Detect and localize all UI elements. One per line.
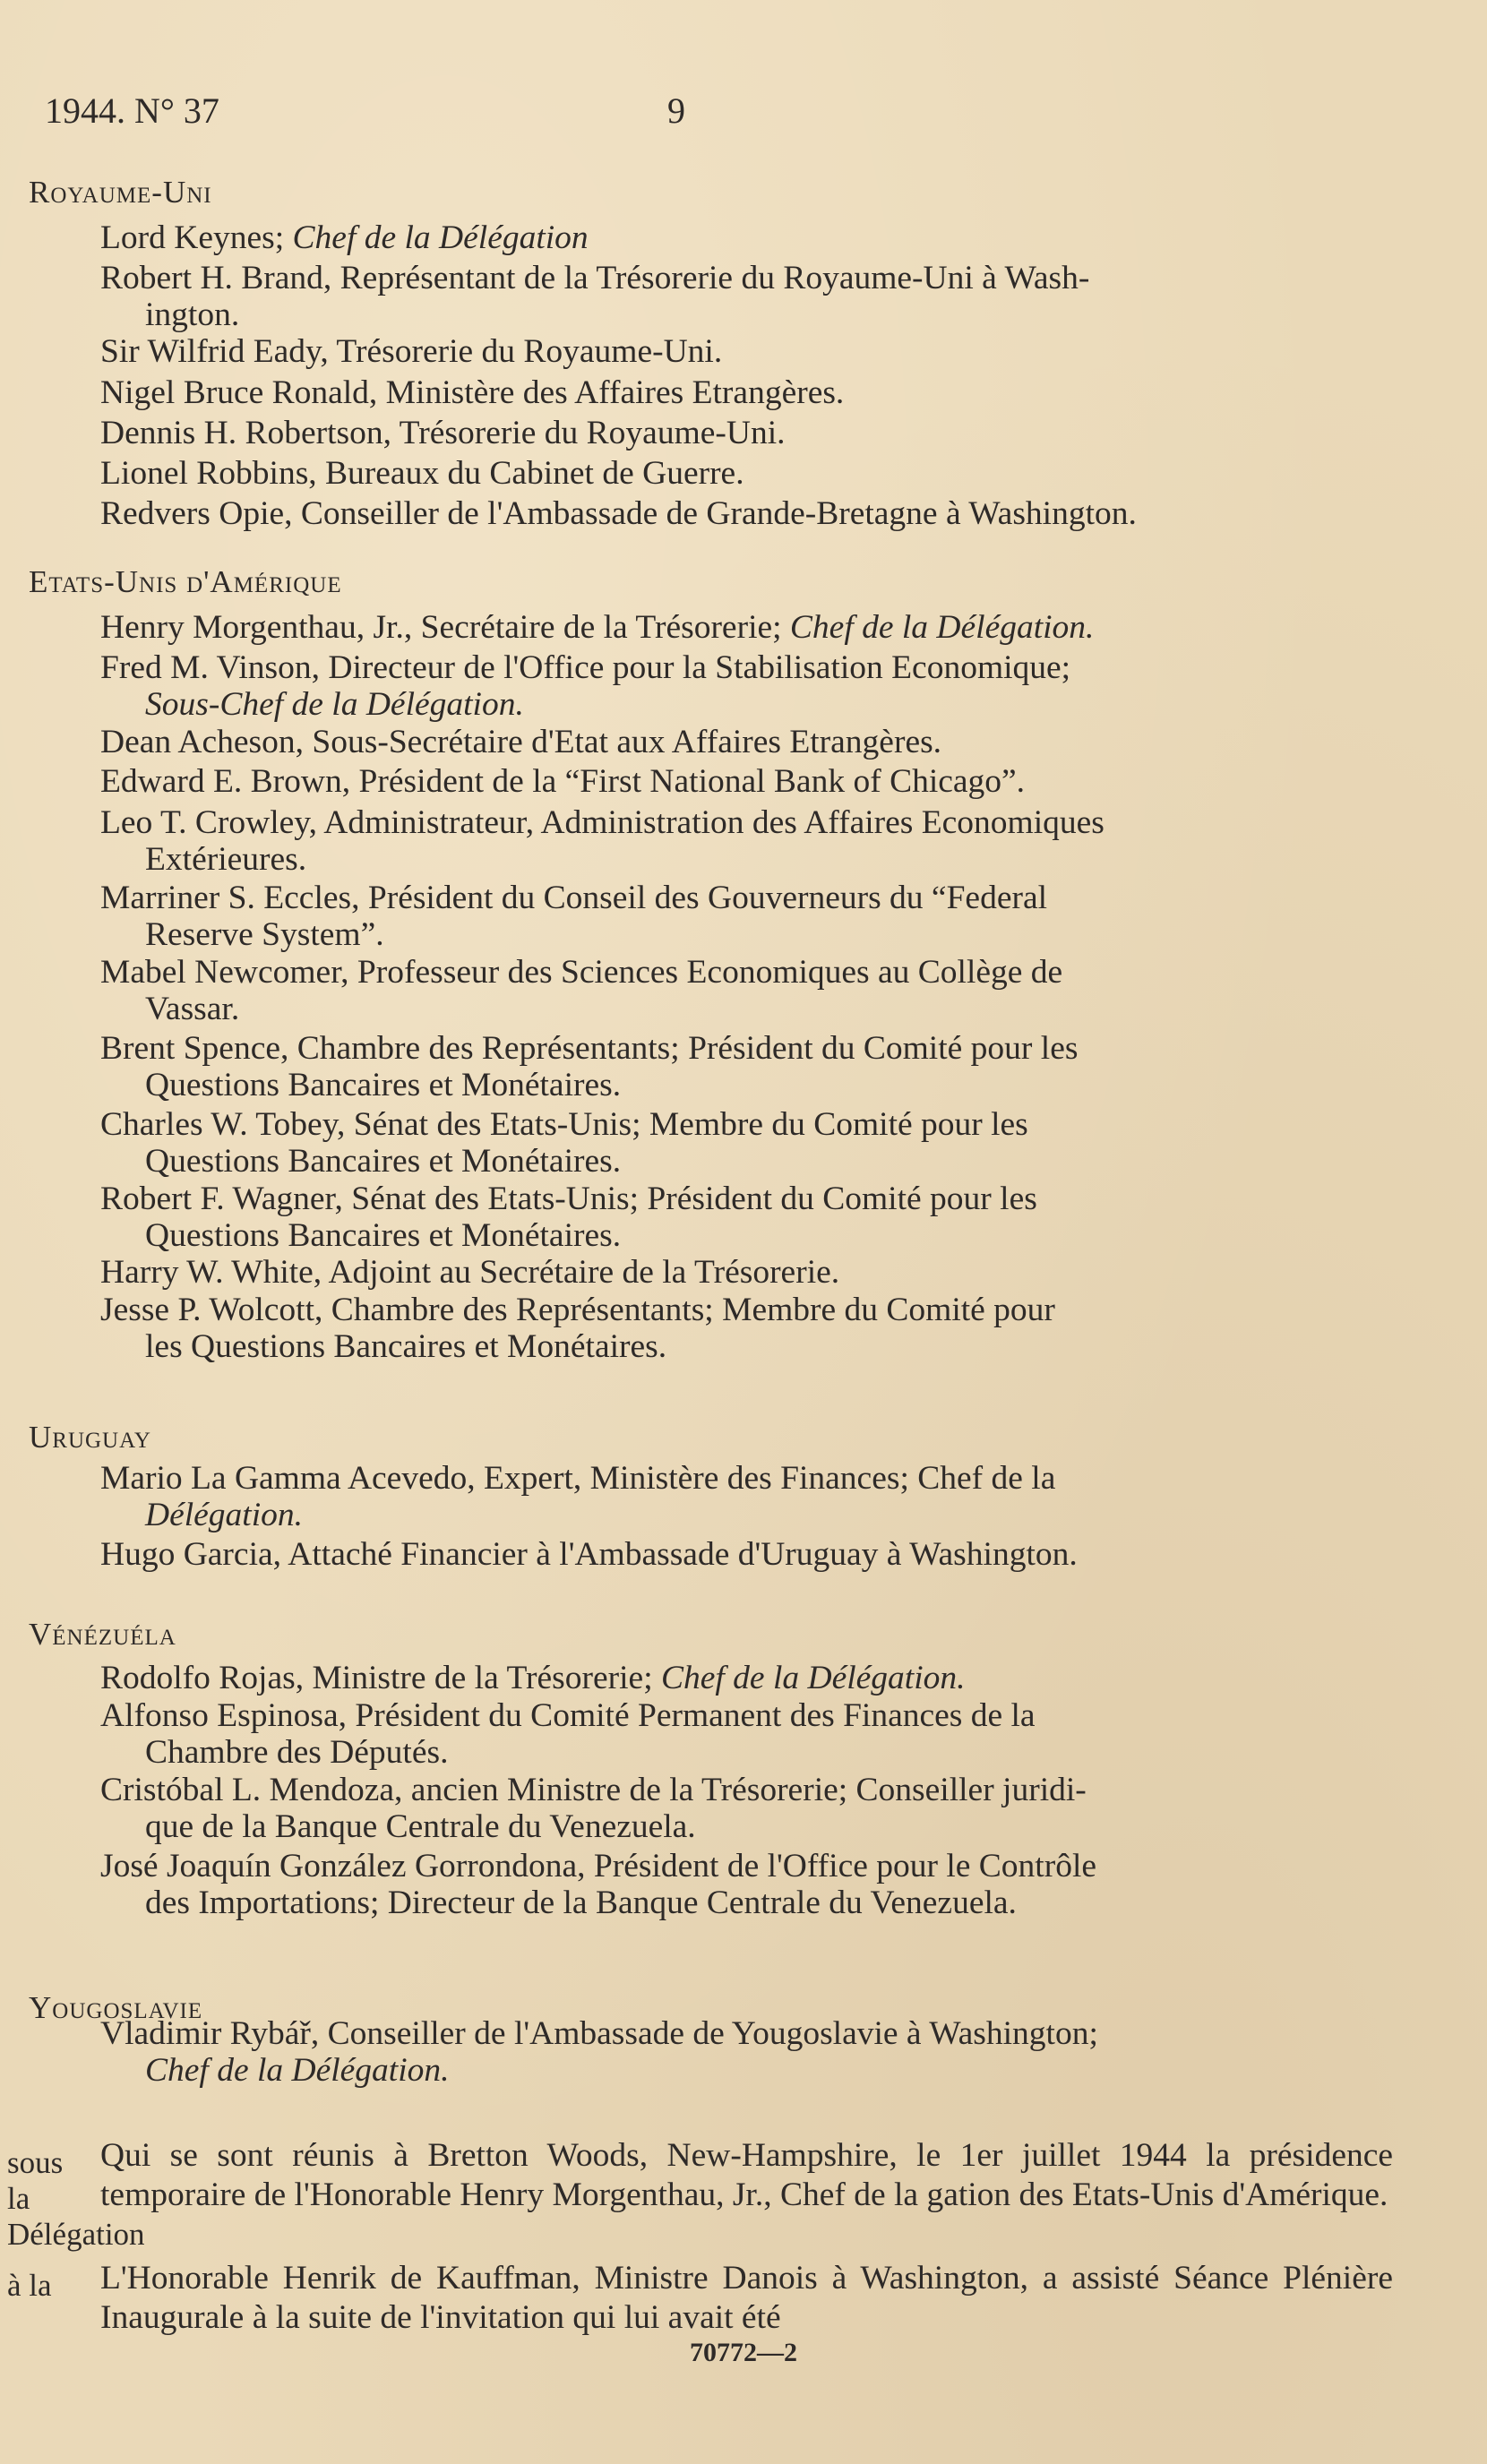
delegate-text: Brent Spence, Chambre des Représentants; Président du Comité pour les	[100, 1030, 1079, 1067]
delegate-entry	[100, 649, 1390, 723]
delegate-text: Alfonso Espinosa, Président du Comité Permanent des Finances de la	[100, 1697, 1036, 1734]
delegate-entry	[100, 415, 1390, 451]
delegate-entry	[100, 1848, 1390, 1921]
section-title: Etats-Unis d'Amérique	[29, 564, 342, 599]
delegate-text: Henry Morgenthau, Jr., Secrétaire de la Trésorerie;	[100, 609, 790, 646]
delegate-text: Jesse P. Wolcott, Chambre des Représentants; Membre du Comité pour	[100, 1292, 1055, 1328]
delegate-text: Fred M. Vinson, Directeur de l'Office pour la Stabilisation Economique;	[100, 649, 1071, 686]
delegate-text-continuation: Questions Bancaires et Monétaires.	[145, 1217, 622, 1254]
margin-fragment: à la	[7, 2268, 52, 2303]
delegate-text: Robert F. Wagner, Sénat des Etats-Unis; Président du Comité pour les	[100, 1180, 1037, 1217]
delegate-text: Edward E. Brown, Président de la “First National Bank of Chicago”.	[100, 763, 1026, 800]
delegate-text: Robert H. Brand, Représentant de la Trésorerie du Royaume-Uni à Wash-	[100, 260, 1090, 296]
delegate-text-continuation: Reserve System”.	[145, 916, 384, 953]
delegate-text-continuation: Questions Bancaires et Monétaires.	[145, 1143, 622, 1180]
section-title: Vénézuéla	[29, 1617, 176, 1652]
body-paragraph: Qui se sont réunis à Bretton Woods, New-Hampshire, le 1er juillet 1944 la présidence temporaire de l'Honorable Henry Morgenthau, Jr., Chef de la gation des Etats-Unis d'Amérique.	[100, 2137, 1393, 2213]
delegate-entry	[100, 333, 1390, 370]
footer-code: 70772—2	[690, 2338, 797, 2367]
delegate-text: Dean Acheson, Sous-Secrétaire d'Etat aux Affaires Etrangères.	[100, 724, 942, 760]
delegate-text: Vladimir Rybář, Conseiller de l'Ambassade de Yougoslavie à Washington;	[100, 2015, 1098, 2052]
delegate-text-continuation: les Questions Bancaires et Monétaires.	[145, 1328, 667, 1365]
delegate-text: Lionel Robbins, Bureaux du Cabinet de Guerre.	[100, 455, 744, 492]
delegate-text: Marriner S. Eccles, Président du Conseil des Gouverneurs du “Federal	[100, 880, 1048, 916]
section-title: Yougoslavie	[29, 1990, 203, 2025]
delegate-text-continuation: ington.	[145, 296, 240, 333]
delegate-text: Lord Keynes;	[100, 219, 293, 256]
delegate-text: Hugo Garcia, Attaché Financier à l'Ambassade d'Uruguay à Washington.	[100, 1536, 1078, 1573]
delegate-entry	[100, 763, 1390, 800]
delegate-entry	[100, 495, 1390, 532]
delegate-text-continuation: Délégation.	[145, 1497, 304, 1533]
delegate-text-continuation: Chef de la Délégation.	[145, 2052, 450, 2089]
delegate-text: Dennis H. Robertson, Trésorerie du Royaume-Uni.	[100, 415, 786, 451]
delegate-entry	[100, 609, 1390, 646]
delegate-text: Nigel Bruce Ronald, Ministère des Affaires Etrangères.	[100, 374, 845, 411]
section-title: Royaume-Uni	[29, 175, 212, 210]
delegate-text-continuation: Extérieures.	[145, 841, 307, 878]
delegate-entry	[100, 1536, 1390, 1573]
delegate-entry	[100, 219, 1390, 256]
delegate-entry	[100, 374, 1390, 411]
delegate-text: Mario La Gamma Acevedo, Expert, Ministère des Finances; Chef de la	[100, 1460, 1056, 1497]
delegate-entry	[100, 2015, 1390, 2089]
delegate-text: Harry W. White, Adjoint au Secrétaire de la Trésorerie.	[100, 1254, 840, 1291]
delegate-text-continuation: que de la Banque Centrale du Venezuela.	[145, 1808, 696, 1845]
delegate-entry	[100, 1030, 1390, 1103]
delegate-role-italic: Chef de la Délégation	[292, 219, 589, 256]
delegate-entry	[100, 1660, 1390, 1696]
section-title: Uruguay	[29, 1420, 151, 1455]
delegate-text: Leo T. Crowley, Administrateur, Administration des Affaires Economiques	[100, 804, 1105, 841]
delegate-entry	[100, 954, 1390, 1027]
header-reference: 1944. N° 37	[45, 90, 219, 131]
delegate-text-continuation: des Importations; Directeur de la Banque Centrale du Venezuela.	[145, 1884, 1017, 1921]
delegate-role-italic: Chef de la Délégation.	[789, 609, 1095, 646]
delegate-entry	[100, 1697, 1390, 1771]
delegate-entry	[100, 1180, 1390, 1254]
delegate-entry	[100, 1106, 1390, 1180]
delegate-text: José Joaquín González Gorrondona, Président de l'Office pour le Contrôle	[100, 1848, 1097, 1884]
delegate-entry	[100, 1460, 1390, 1533]
body-paragraph: L'Honorable Henrik de Kauffman, Ministre Danois à Washington, a assisté Séance Plénière Inaugurale à la suite de l'invitation qui lui avait été	[100, 2260, 1393, 2336]
delegate-text-continuation: Vassar.	[145, 991, 240, 1027]
delegate-text: Rodolfo Rojas, Ministre de la Trésorerie;	[100, 1660, 661, 1696]
delegate-entry	[100, 260, 1390, 333]
delegate-entry	[100, 455, 1390, 492]
delegate-entry	[100, 804, 1390, 878]
delegate-entry	[100, 880, 1390, 953]
delegate-entry	[100, 1772, 1390, 1845]
delegate-entry	[100, 1254, 1390, 1291]
delegate-text: Charles W. Tobey, Sénat des Etats-Unis; Membre du Comité pour les	[100, 1106, 1028, 1143]
delegate-text: Sir Wilfrid Eady, Trésorerie du Royaume-Uni.	[100, 333, 723, 370]
delegate-text: Mabel Newcomer, Professeur des Sciences Economiques au Collège de	[100, 954, 1063, 991]
delegate-role-italic: Chef de la Délégation.	[660, 1660, 966, 1696]
delegate-text-continuation: Sous-Chef de la Délégation.	[145, 686, 524, 723]
delegate-text: Cristóbal L. Mendoza, ancien Ministre de la Trésorerie; Conseiller juridi-	[100, 1772, 1087, 1808]
delegate-text: Redvers Opie, Conseiller de l'Ambassade de Grande-Bretagne à Washington.	[100, 495, 1137, 532]
delegate-text-continuation: Questions Bancaires et Monétaires.	[145, 1067, 622, 1103]
delegate-entry	[100, 1292, 1390, 1365]
margin-fragment: sous la Délégation	[7, 2145, 145, 2252]
page-number: 9	[667, 90, 685, 131]
delegate-entry	[100, 724, 1390, 760]
delegate-text-continuation: Chambre des Députés.	[145, 1734, 449, 1771]
